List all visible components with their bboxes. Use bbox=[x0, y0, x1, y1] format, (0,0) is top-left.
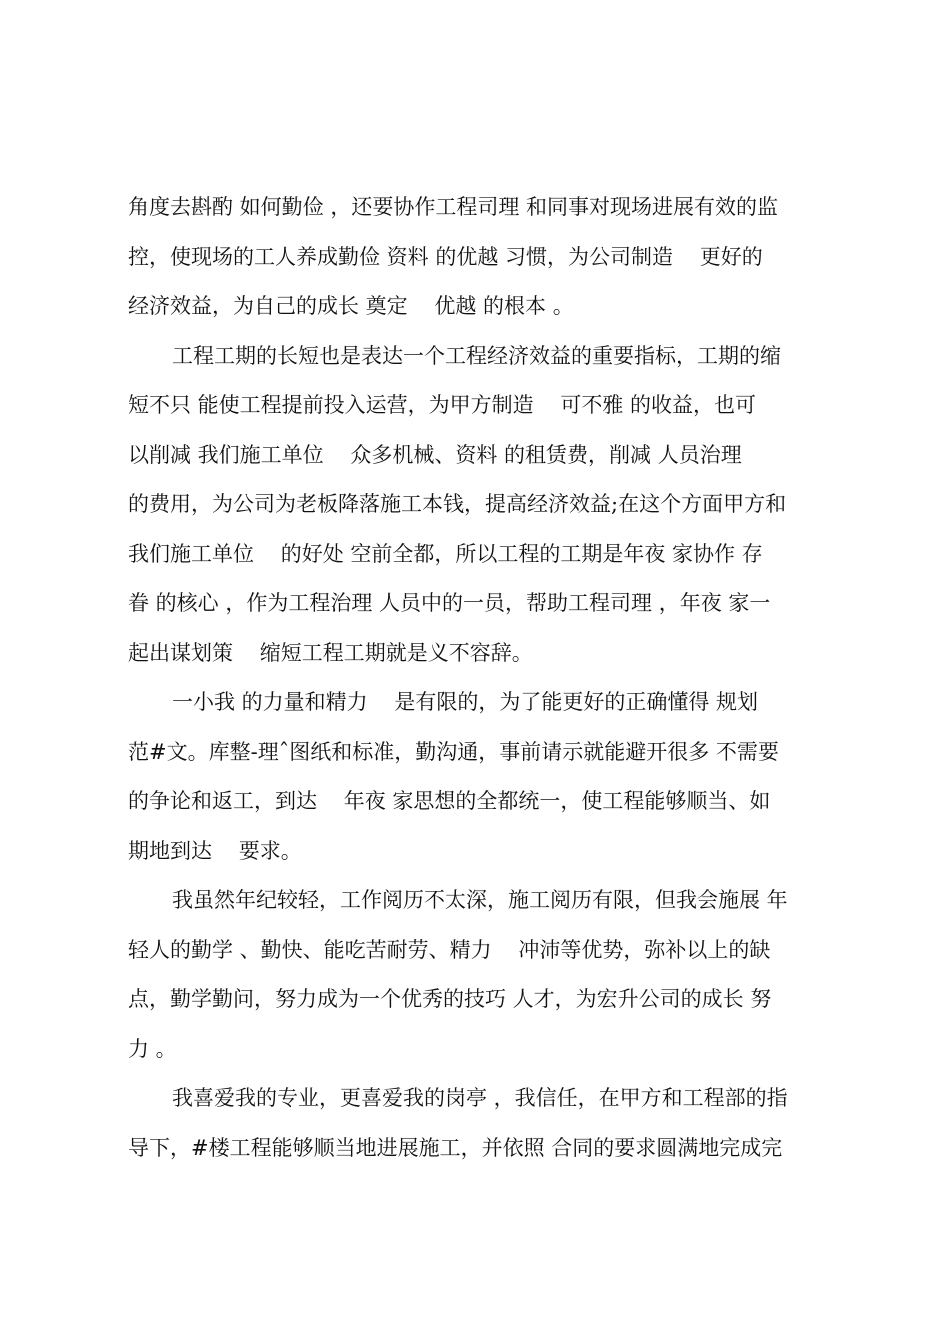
text-line: 范#文。库整-理ˆ图纸和标准，勤沟通，事前请示就能避开很多 不需要 bbox=[128, 739, 779, 764]
text-line: 的争论和返工，到达 年夜 家思想的全都统一，使工程能够顺当、如 bbox=[128, 789, 771, 813]
text-line: 角度去斟酌 如何勤俭 ，还要协作工程司理 和同事对现场进展有效的监 bbox=[128, 195, 779, 219]
text-line: 经济效益，为自己的成长 奠定 优越 的根本 。 bbox=[128, 294, 574, 318]
paragraph-first-line: 我喜爱我的专业，更喜爱我的岗亭 ，我信任，在甲方和工程部的指 bbox=[172, 1086, 788, 1110]
text-line: 导下，#楼工程能够顺当地进展施工，并依照 合同的要求圆满地完成完 bbox=[128, 1135, 783, 1160]
paragraph-first-line: 工程工期的长短也是表达一个工程经济效益的重要指标，工期的缩 bbox=[172, 343, 781, 368]
text-line: 点，勤学勤问，努力成为一个优秀的技巧 人才，为宏升公司的成长 努 bbox=[128, 987, 772, 1011]
text-line: 以削减 我们施工单位 众多机械、资料 的租赁费，削减 人员治理 bbox=[128, 442, 742, 467]
text-line: 轻人的勤学 、勤快、能吃苦耐劳、精力 冲沛等优势，弥补以上的缺 bbox=[128, 937, 771, 962]
paragraph-first-line: 一小我 的力量和精力 是有限的，为了能更好的正确懂得 规划 bbox=[172, 690, 759, 714]
text-line: 我们施工单位 的好处 空前全都，所以工程的工期是年夜 家协作 存 bbox=[128, 541, 763, 566]
body-text bbox=[128, 183, 833, 1173]
text-line: 眷 的核心 ，作为工程治理 人员中的一员，帮助工程司理 ，年夜 家一 bbox=[128, 591, 771, 615]
text-line: 控，使现场的工人养成勤俭 资料 的优越 习惯，为公司制造 更好的 bbox=[128, 244, 763, 269]
text-line: 的费用，为公司为老板降落施工本钱，提高经济效益;在这个方面甲方和 bbox=[128, 492, 787, 516]
text-line: 短不只 能使工程提前投入运营，为甲方制造 可不雅 的收益，也可 bbox=[128, 393, 757, 417]
text-line: 起出谋划策 缩短工程工期就是义不容辞。 bbox=[128, 640, 533, 665]
text-line: 力 。 bbox=[128, 1036, 177, 1061]
text-line: 期地到达 要求。 bbox=[128, 838, 302, 863]
paragraph-first-line: 我虽然年纪较轻，工作阅历不太深，施工阅历有限，但我会施展 年 bbox=[172, 888, 788, 912]
